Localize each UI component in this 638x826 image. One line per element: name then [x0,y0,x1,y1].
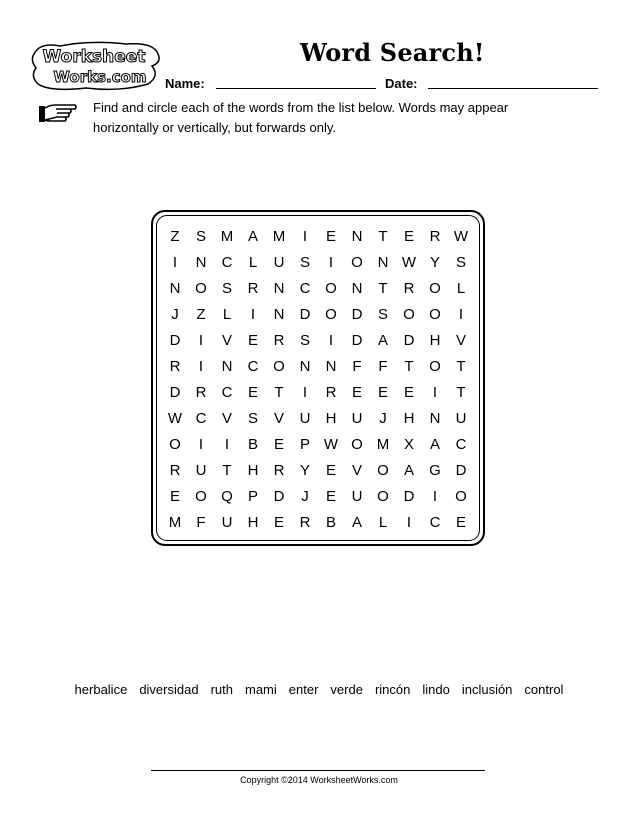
grid-cell[interactable]: D [351,332,363,349]
grid-cell[interactable]: I [250,306,256,323]
grid-cell[interactable]: O [455,488,467,505]
word-list-item: enter [288,682,319,697]
grid-cell[interactable]: E [247,332,258,349]
instructions-text: Find and circle each of the words from the list below. Words may appear horizontally or vertically, but forwards only. [93,100,509,135]
grid-cell[interactable]: Z [196,306,206,323]
grid-cell[interactable]: D [403,332,415,349]
grid-cell[interactable]: L [378,514,388,531]
grid-cell[interactable]: A [429,436,440,453]
grid-cell[interactable]: E [325,462,336,479]
grid-cell[interactable]: N [299,358,311,375]
word-list-item: verde [330,682,363,697]
grid-cell[interactable]: E [169,488,180,505]
grid-cell[interactable]: O [429,306,441,323]
grid-cell[interactable]: R [299,514,311,531]
grid-cell[interactable]: B [325,514,336,531]
word-list-item: rincón [374,682,411,697]
grid-cell[interactable]: T [222,462,232,479]
grid-cell[interactable]: T [456,384,466,401]
grid-cell[interactable]: M [376,436,390,453]
grid-cell[interactable]: J [301,488,309,505]
grid-cell[interactable]: O [377,488,389,505]
grid-cell[interactable]: U [273,254,285,271]
grid-cell[interactable]: S [195,228,206,245]
grid-cell[interactable]: O [351,254,363,271]
grid-cell[interactable]: J [379,410,387,427]
grid-cell[interactable]: O [169,436,181,453]
grid-cell[interactable]: N [169,280,181,297]
grid-cell[interactable]: L [248,254,258,271]
grid-cell[interactable]: N [377,254,389,271]
grid-cell[interactable]: I [432,384,438,401]
grid-cell[interactable]: Y [299,462,310,479]
grid-cell[interactable]: T [378,228,388,245]
grid-cell[interactable]: U [299,410,311,427]
grid-cell[interactable]: H [247,514,259,531]
grid-cell[interactable]: V [273,410,284,427]
grid-cell[interactable]: O [325,306,337,323]
grid-cell[interactable]: W [323,436,339,453]
date-label: Date: [385,76,418,91]
grid-cell[interactable]: T [404,358,414,375]
grid-cell[interactable]: I [172,254,178,271]
grid-cell[interactable]: S [299,332,310,349]
grid-cell[interactable]: E [325,488,336,505]
grid-cell[interactable]: R [169,462,181,479]
word-list-item: inclusión [461,682,513,697]
pointing-hand-icon [38,100,78,126]
grid-cell[interactable]: W [401,254,417,271]
letter-grid[interactable] [162,224,474,536]
grid-cell[interactable]: I [302,228,308,245]
grid-cell[interactable]: O [429,358,441,375]
grid-cell[interactable]: S [221,280,232,297]
grid-cell[interactable]: D [273,488,285,505]
grid-cell[interactable]: E [273,436,284,453]
grid-cell[interactable]: U [221,514,233,531]
grid-cell[interactable]: O [351,436,363,453]
grid-cell[interactable]: N [273,280,285,297]
grid-cell[interactable]: N [221,358,233,375]
grid-cell[interactable]: D [351,306,363,323]
grid-cell[interactable]: B [247,436,258,453]
grid-cell[interactable]: N [195,254,207,271]
grid-cell[interactable]: U [351,410,363,427]
grid-cell[interactable]: A [247,228,258,245]
grid-cell[interactable]: I [198,358,204,375]
grid-cell[interactable]: P [247,488,258,505]
grid-cell[interactable]: R [273,332,285,349]
grid-cell[interactable]: I [224,436,230,453]
grid-cell[interactable]: X [403,436,414,453]
grid-cell[interactable]: O [403,306,415,323]
grid-cell[interactable]: D [169,384,181,401]
grid-cell[interactable]: E [247,384,258,401]
grid-cell[interactable]: O [377,462,389,479]
grid-cell[interactable]: Z [170,228,180,245]
grid-cell[interactable]: W [167,410,183,427]
word-list-item: lindo [422,682,450,697]
name-label: Name: [165,76,205,91]
word-list-item: ruth [210,682,233,697]
grid-cell[interactable]: I [432,488,438,505]
grid-cell[interactable]: S [247,410,258,427]
grid-cell[interactable]: N [429,410,441,427]
grid-cell[interactable]: F [378,358,388,375]
grid-cell[interactable]: T [274,384,284,401]
grid-cell[interactable]: I [406,514,412,531]
grid-cell[interactable]: O [325,280,337,297]
grid-cell[interactable]: L [456,280,466,297]
grid-cell[interactable]: C [221,384,233,401]
grid-cell[interactable]: R [403,280,415,297]
grid-cell[interactable]: O [195,280,207,297]
grid-cell[interactable]: H [325,410,337,427]
grid-cell[interactable]: T [378,280,388,297]
grid-cell[interactable]: N [273,306,285,323]
grid-cell[interactable]: U [351,488,363,505]
grid-cell[interactable]: U [195,462,207,479]
grid-cell[interactable]: R [273,462,285,479]
grid-cell[interactable]: S [299,254,310,271]
grid-cell[interactable]: R [195,384,207,401]
grid-cell[interactable]: I [458,306,464,323]
grid-cell[interactable]: O [273,358,285,375]
word-list-item: mami [244,682,277,697]
grid-cell[interactable]: A [377,332,388,349]
grid-cell[interactable]: V [351,462,362,479]
grid-cell[interactable]: C [221,254,233,271]
grid-cell[interactable]: C [429,514,441,531]
grid-cell[interactable]: Y [429,254,440,271]
grid-cell[interactable]: E [351,384,362,401]
grid-cell[interactable]: M [168,514,182,531]
word-list [0,682,638,697]
grid-cell[interactable]: A [403,462,414,479]
grid-cell[interactable]: D [299,306,311,323]
grid-cell[interactable]: J [171,306,179,323]
grid-cell[interactable]: I [328,254,334,271]
grid-cell[interactable]: E [403,228,414,245]
grid-cell[interactable]: Q [221,488,233,505]
grid-cell[interactable]: C [299,280,311,297]
grid-cell[interactable]: N [325,358,337,375]
grid-cell[interactable]: V [455,332,466,349]
grid-cell[interactable]: D [455,462,467,479]
footer-divider [151,770,485,771]
grid-cell[interactable]: H [247,462,259,479]
grid-cell[interactable]: G [429,462,441,479]
grid-cell[interactable]: T [456,358,466,375]
grid-cell[interactable]: W [453,228,469,245]
grid-cell[interactable]: F [196,514,206,531]
logo-line1: Worksheet [42,47,146,67]
grid-cell[interactable]: O [195,488,207,505]
grid-cell[interactable]: A [351,514,362,531]
grid-cell[interactable]: N [351,228,363,245]
grid-cell[interactable]: E [377,384,388,401]
grid-cell[interactable]: R [325,384,337,401]
grid-cell[interactable]: I [302,384,308,401]
grid-cell[interactable]: V [221,410,232,427]
grid-cell[interactable]: I [198,436,204,453]
grid-cell[interactable]: O [429,280,441,297]
grid-cell[interactable]: C [247,358,259,375]
grid-cell[interactable]: E [403,384,414,401]
logo-line2: Works.com [53,68,147,86]
grid-cell[interactable]: C [455,436,467,453]
grid-cell[interactable]: S [455,254,466,271]
grid-cell[interactable]: M [220,228,234,245]
grid-cell[interactable]: R [429,228,441,245]
grid-cell[interactable]: C [195,410,207,427]
grid-cell[interactable]: D [169,332,181,349]
worksheetworks-logo [30,40,162,92]
grid-cell[interactable]: H [429,332,441,349]
grid-cell[interactable]: E [273,514,284,531]
copyright-text: Copyright ©2014 WorksheetWorks.com [240,775,398,785]
grid-cell[interactable]: D [403,488,415,505]
grid-cell[interactable]: N [351,280,363,297]
date-field[interactable] [428,88,598,89]
word-list-item: diversidad [139,682,199,697]
grid-cell[interactable]: V [221,332,232,349]
grid-cell[interactable]: L [222,306,232,323]
page-title: Word Search! [300,38,485,67]
grid-cell[interactable]: H [403,410,415,427]
grid-cell[interactable]: I [198,332,204,349]
grid-cell[interactable]: P [299,436,310,453]
grid-cell[interactable]: R [169,358,181,375]
name-field[interactable] [216,88,376,89]
grid-cell[interactable]: E [455,514,466,531]
grid-cell[interactable]: U [455,410,467,427]
grid-cell[interactable]: M [272,228,286,245]
grid-cell[interactable]: E [325,228,336,245]
grid-cell[interactable]: I [328,332,334,349]
word-list-item: herbalice [74,682,128,697]
word-list-item: control [524,682,564,697]
grid-cell[interactable]: S [377,306,388,323]
grid-cell[interactable]: R [247,280,259,297]
grid-cell[interactable]: F [352,358,362,375]
